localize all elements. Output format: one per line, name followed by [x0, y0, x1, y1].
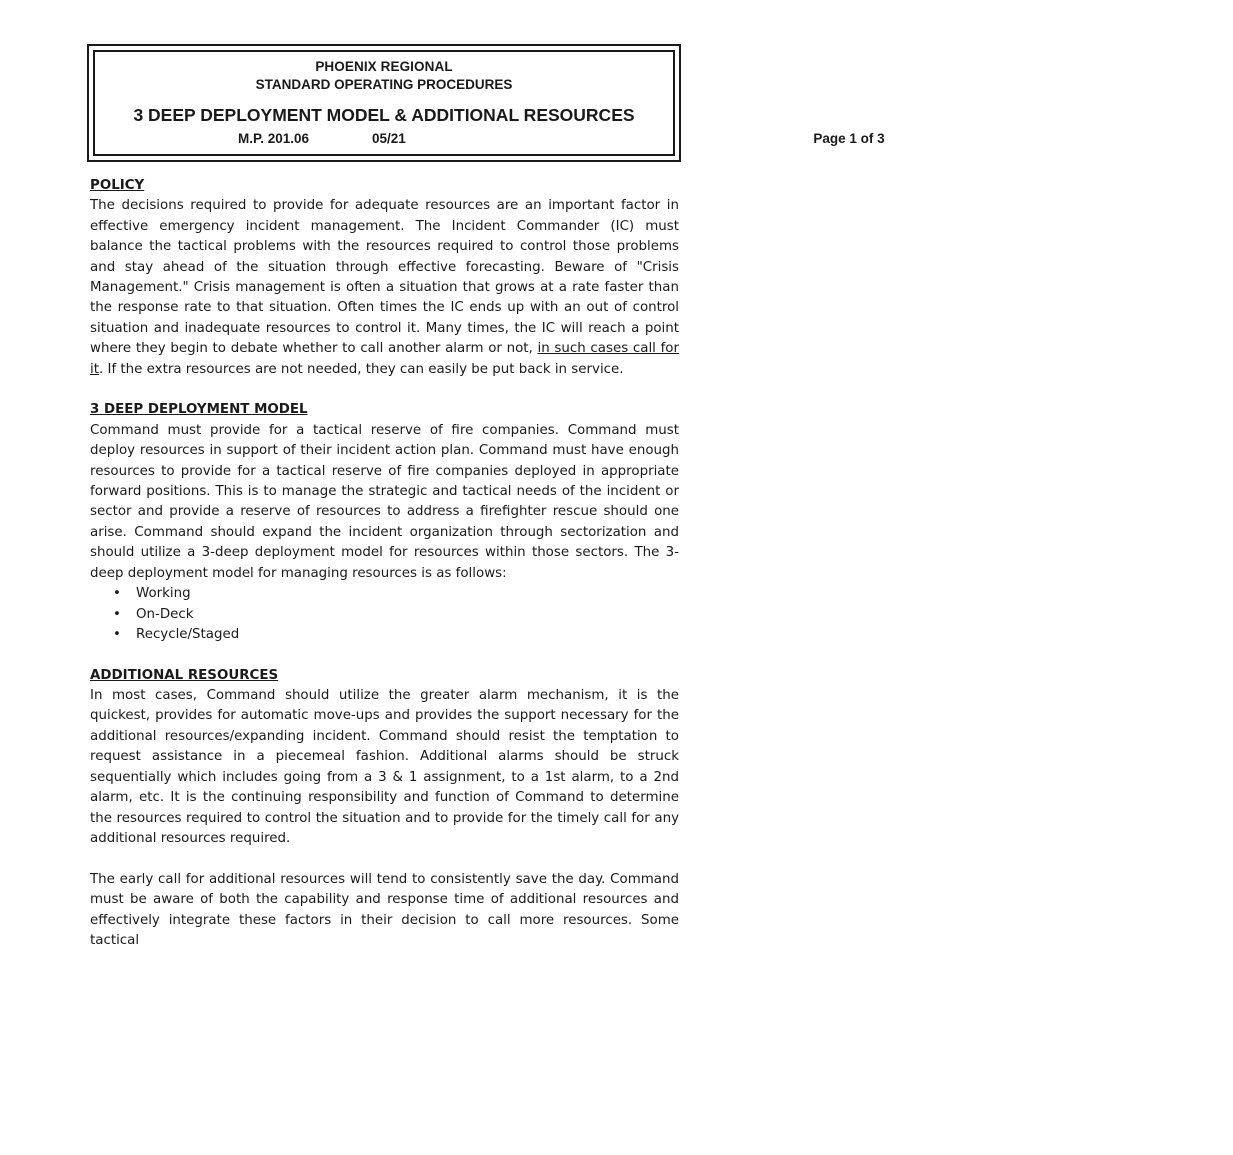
deployment-list	[90, 584, 679, 645]
paragraph-spacer	[90, 849, 679, 869]
document-body	[90, 176, 679, 951]
list-item-label: Working	[136, 586, 191, 602]
section-spacer	[90, 645, 679, 665]
list-item	[90, 584, 679, 604]
additional-resources-heading: ADDITIONAL RESOURCES	[90, 667, 279, 683]
document-header	[87, 44, 885, 162]
policy-text-end: . If the extra resources are not needed, they can easily be put back in service.	[98, 361, 624, 377]
bullet-icon: •	[113, 606, 121, 622]
list-item	[90, 625, 679, 645]
bullet-icon: •	[113, 586, 121, 602]
document-header-inner-border	[93, 50, 885, 156]
list-item-label: Recycle/Staged	[136, 626, 240, 642]
revision-date: 05/21	[372, 131, 406, 146]
additional-resources-paragraph: In most cases, Command should utilize the greater alarm mechanism, it is the quickest, provides for automatic move-ups and provides the support necessary for the additional resources/expanding incident. Command should resist the temptation to request assistance in a piecemeal fashion. Additional alarms should be struck sequentially which includes going from a 3 & 1 assignment, to a 1st alarm, to a 2nd alarm, etc. It is the continuing responsibility and function of Command to determine the resources required to control the situation and to provide for the timely call for any additional resources required.	[90, 688, 679, 846]
organization-name: PHOENIX REGIONAL	[315, 59, 453, 74]
procedure-number: M.P. 201.06	[238, 131, 310, 146]
deployment-heading: 3 DEEP DEPLOYMENT MODEL	[90, 402, 308, 418]
list-item	[90, 605, 679, 625]
policy-heading: POLICY	[90, 178, 145, 193]
page-number: Page 1 of 3	[813, 131, 885, 146]
policy-emphasis: in such cases call for it	[90, 341, 679, 377]
deployment-paragraph: Command must provide for a tactical reserve of fire companies. Command must deploy resources in support of their incident action plan. Command must have enough resources to provide for a tactical reserve of fire companies deployed in appropriate forward positions. This is to manage the strategic and tactical needs of the incident or sector and provide a reserve of resources to address a firefighter rescue should one arise. Command should expand the incident organization through sectorization and should utilize a 3-deep deployment model for resources within those sectors. The 3-deep deployment model for managing resources is as follows:	[90, 422, 679, 581]
early-call-paragraph: The early call for additional resources will tend to consistently save the day. Command must be aware of both the capability and response time of additional resources and effectively integrate these factors in their decision to call more resources. Some tactical	[90, 871, 679, 948]
policy-paragraph	[90, 196, 679, 380]
section-spacer	[90, 380, 679, 400]
sop-label: STANDARD OPERATING PROCEDURES	[255, 77, 513, 92]
list-item-label: On-Deck	[136, 606, 194, 622]
bullet-icon: •	[113, 626, 121, 642]
policy-text-start: The decisions required to provide for adequate resources are an important factor in effective emergency incident management. The Incident Commander (IC) must balance the tactical problems with the resources required to control those problems and stay ahead of the situation through effective forecasting. Beware of "Crisis Management." Crisis management is often a situation that grows at a rate faster than the response rate to that situation. Often times the IC ends up with an out of control situation and inadequate resources to control it. Many times, the IC will reach a point where they begin to debate whether to call another alarm or not,	[90, 198, 679, 357]
document-title: 3 DEEP DEPLOYMENT MODEL & ADDITIONAL RESOURCES	[133, 105, 635, 125]
